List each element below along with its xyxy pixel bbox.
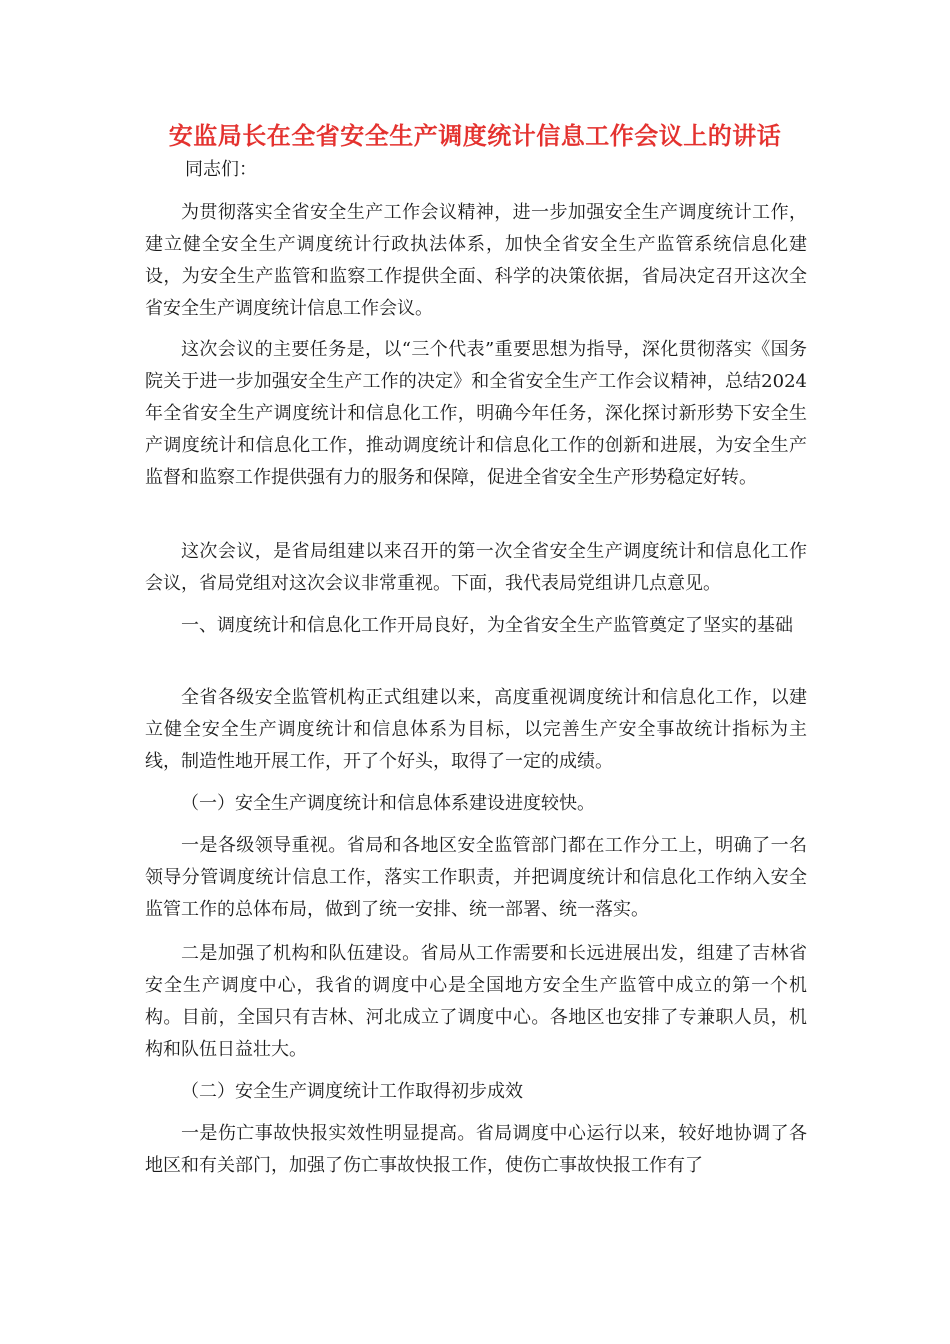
document-title: 安监局长在全省安全生产调度统计信息工作会议上的讲话 — [168, 122, 782, 150]
paragraph-main-task: 这次会议的主要任务是，以“三个代表”重要思想为指导，深化贯彻落实《国务院关于进一步加强安全生产工作的决定》和全省安全生产工作会议精神，总结2024年全省安全生产调度统计和信息化工作，明确今年任务，深化探讨新形势下安全生产调度统计和信息化工作，推动调度统计和信息化工作的创新和进展，为安全生产监督和监察工作提供强有力的服务和保障，促进全省安全生产形势稳定好转。 — [145, 339, 807, 488]
paragraph-organization: 二是加强了机构和队伍建设。省局从工作需要和长远进展出发，组建了吉林省安全生产调度中心，我省的调度中心是全国地方安全生产监管中成立的第一个机构。目前，全国只有吉林、河北成立了调度中心。各地区也安排了专兼职人员，机构和队伍日益壮大。 — [145, 943, 807, 1060]
paragraph-overview: 全省各级安全监管机构正式组建以来，高度重视调度统计和信息化工作，以建立健全安全生产调度统计和信息体系为目标，以完善生产安全事故统计指标为主线，制造性地开展工作，开了个好头，取得了一定的成绩。 — [145, 687, 807, 772]
paragraph-meeting-significance: 这次会议，是省局组建以来召开的第一次全省安全生产调度统计和信息化工作会议，省局党组对这次会议非常重视。下面，我代表局党组讲几点意见。 — [145, 541, 807, 594]
subsection-heading-2: （二）安全生产调度统计工作取得初步成效 — [181, 1081, 523, 1102]
paragraph-leadership: 一是各级领导重视。省局和各地区安全监管部门都在工作分工上，明确了一名领导分管调度统计信息工作，落实工作职责，并把调度统计和信息化工作纳入安全监管工作的总体布局，做到了统一安排、统一部署、统一落实。 — [145, 835, 807, 920]
section-heading-1: 一、调度统计和信息化工作开局良好，为全省安全生产监管奠定了坚实的基础 — [181, 615, 793, 636]
paragraph-purpose: 为贯彻落实全省安全生产工作会议精神，进一步加强安全生产调度统计工作，建立健全安全生产调度统计行政执法体系，加快全省安全生产监管系统信息化建设，为安全生产监管和监察工作提供全面、科学的决策依据，省局决定召开这次全省安全生产调度统计信息工作会议。 — [145, 202, 807, 319]
subsection-heading-1: （一）安全生产调度统计和信息体系建设进度较快。 — [181, 793, 595, 814]
salutation: 同志们： — [185, 159, 257, 180]
paragraph-accident-reporting: 一是伤亡事故快报实效性明显提高。省局调度中心运行以来，较好地协调了各地区和有关部门，加强了伤亡事故快报工作，使伤亡事故快报工作有了 — [145, 1123, 807, 1176]
